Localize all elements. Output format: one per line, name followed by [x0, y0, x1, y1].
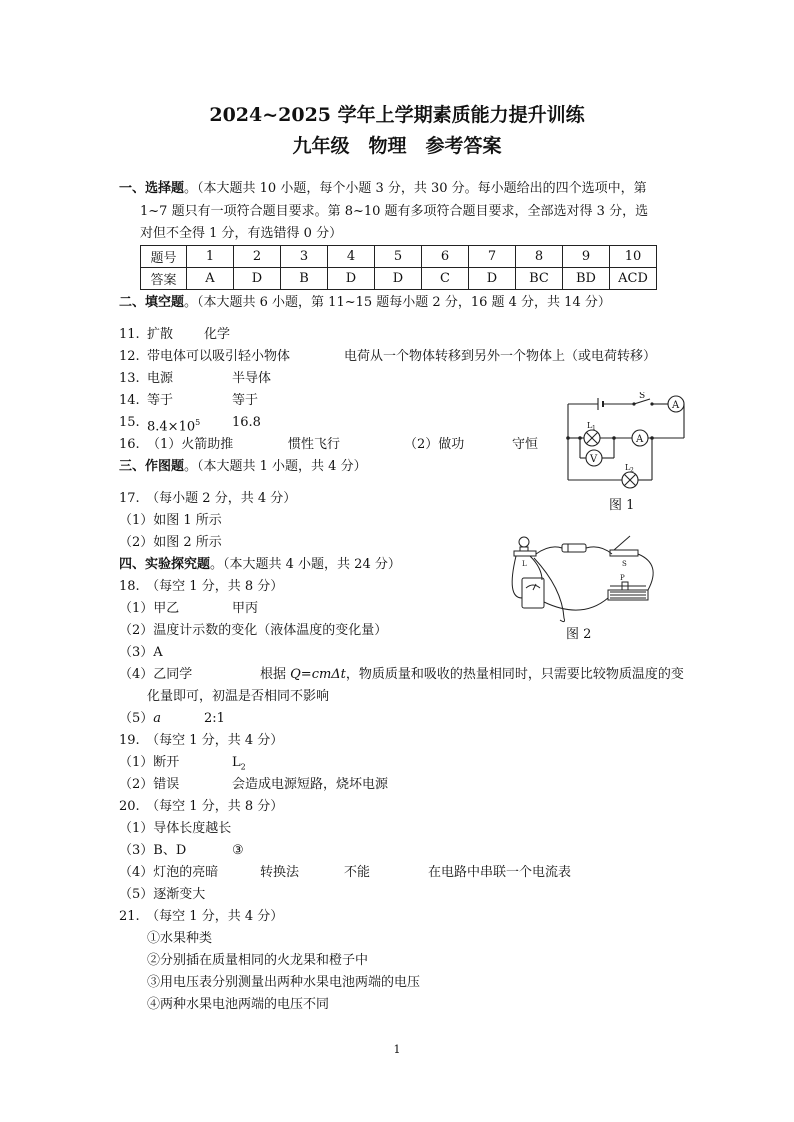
- q15-num: 15.: [119, 415, 140, 430]
- q16-answer-a: （1）火箭助推: [147, 437, 234, 452]
- page-number: 1: [393, 1043, 401, 1056]
- q19-2-b: 会造成电源短路，烧坏电源: [232, 777, 389, 792]
- q20-4-b: 转换法: [260, 865, 300, 880]
- q19-1-b-sub: 2: [240, 762, 246, 772]
- q19-header: 19. （每空 1 分，共 4 分）: [119, 733, 284, 748]
- q18-5-prefix: （5）: [119, 711, 154, 726]
- table-cell: D: [328, 268, 375, 290]
- table-row-numbers: [141, 246, 657, 268]
- section-2-heading: 二、填空题: [119, 295, 185, 310]
- q18-3: （3）A: [119, 645, 163, 660]
- table-cell: 7: [469, 246, 516, 268]
- q16-num: 16.: [119, 437, 140, 452]
- q16-answer-b: 惯性飞行: [288, 437, 341, 452]
- q18-4-a: （4）乙同学: [119, 667, 193, 682]
- q14-num: 14.: [119, 393, 140, 408]
- q18-4-b-post: ，物质质量和吸收的热量相同时，只需要比较物质温度的变: [345, 667, 684, 682]
- q20-5: （5）逐渐变大: [119, 887, 206, 902]
- table-cell: 8: [516, 246, 563, 268]
- q14-answer-b: 等于: [232, 393, 259, 408]
- answer-table: [140, 245, 657, 290]
- q17-part2: （2）如图 2 所示: [119, 535, 222, 550]
- q20-header: 20. （每空 1 分，共 8 分）: [119, 799, 284, 814]
- q19-2-a: （2）错误: [119, 777, 180, 792]
- q18-4-b-pre: 根据: [260, 667, 291, 682]
- q11-answer-b: 化学: [204, 327, 231, 342]
- table-cell: 9: [563, 246, 610, 268]
- table-cell: 2: [234, 246, 281, 268]
- figure-2-caption: 图 2: [566, 627, 592, 642]
- q20-4-d: 在电路中串联一个电流表: [428, 865, 572, 880]
- q17-header: 17. （每小题 2 分，共 4 分）: [119, 491, 297, 506]
- q18-1-b: 甲丙: [232, 601, 259, 616]
- figure-1-caption: 图 1: [609, 498, 635, 513]
- fig2-label-s: S: [622, 560, 627, 568]
- section-4-heading: 四、实验探究题: [119, 557, 211, 572]
- fig1-label-l2: L: [625, 463, 631, 472]
- table-cell: 6: [422, 246, 469, 268]
- document-subtitle: 九年级 物理 参考答案: [292, 135, 502, 157]
- table-cell: C: [422, 268, 469, 290]
- fig2-label-p: P: [620, 574, 625, 582]
- section-1: [119, 181, 647, 197]
- table-cell: 3: [281, 246, 328, 268]
- q20-4-a: （4）灯泡的亮暗: [119, 865, 219, 880]
- table-cell: D: [469, 268, 516, 290]
- table-cell: 1: [187, 246, 234, 268]
- fig1-label-a-mid: A: [636, 434, 644, 445]
- table-cell: BD: [563, 268, 610, 290]
- q19-1-b-base: L: [232, 755, 241, 770]
- q15-answer-a: [147, 415, 200, 435]
- fig1-label-l1: L: [587, 421, 593, 430]
- table-cell: A: [187, 268, 234, 290]
- q18-2: （2）温度计示数的变化（液体温度的变化量）: [119, 623, 388, 638]
- table-cell: 4: [328, 246, 375, 268]
- q12-answer-a: 带电体可以吸引轻小物体: [147, 349, 291, 364]
- q18-5-b: 2:1: [204, 711, 225, 726]
- q18-4-c: 化量即可，初温是否相同不影响: [147, 689, 330, 704]
- section-2: [119, 295, 611, 311]
- q20-3-a: （3）B、D: [119, 843, 187, 858]
- table-cell: D: [375, 268, 422, 290]
- fig1-label-a-top: A: [672, 400, 680, 411]
- section-4-desc: 。（本大题共 4 小题，共 24 分）: [210, 557, 401, 572]
- q15-answer-a-base: 8.4×10: [147, 419, 196, 435]
- section-3-desc: 。（本大题共 1 小题，共 4 分）: [184, 459, 367, 474]
- q14-answer-a: 等于: [147, 393, 174, 408]
- q20-3-b: ③: [232, 843, 244, 858]
- q18-1-a: （1）甲乙: [119, 601, 180, 616]
- section-1-line3: 对但不全得 1 分，有选错得 0 分）: [140, 226, 343, 241]
- battery-box-icon: [562, 544, 586, 552]
- q21-item-4: ④两种水果电池两端的电压不同: [147, 997, 330, 1012]
- q21-item-2: ②分别插在质量相同的火龙果和橙子中: [147, 953, 369, 968]
- q16-answer-c: （2）做功: [404, 437, 465, 452]
- table-cell: D: [234, 268, 281, 290]
- q20-1: （1）导体长度越长: [119, 821, 232, 836]
- switch-base: [610, 550, 638, 556]
- q16-answer-d: 守恒: [512, 437, 539, 452]
- section-4: [119, 557, 401, 573]
- q12-answer-b: 电荷从一个物体转移到另外一个物体上（或电荷转移）: [344, 349, 657, 364]
- table-cell: 5: [375, 246, 422, 268]
- document-title: 2024~2025 学年上学期素质能力提升训练: [209, 104, 585, 126]
- fig1-label-l1-sub: 1: [592, 425, 596, 432]
- section-1-desc: 。（本大题共 10 小题，每个小题 3 分，共 30 分。每小题给出的四个选项中，第: [184, 181, 647, 196]
- bulb-icon: [519, 537, 529, 547]
- q12-num: 12.: [119, 349, 140, 364]
- q18-header: 18. （每空 1 分，共 8 分）: [119, 579, 284, 594]
- q17-part1: （1）如图 1 所示: [119, 513, 222, 528]
- q13-answer-b: 半导体: [232, 371, 272, 386]
- q11-num: 11.: [119, 327, 140, 342]
- q11-answer-a: 扩散: [147, 327, 174, 342]
- figure-1-circuit: [556, 392, 686, 492]
- q19-1-b: [232, 755, 246, 776]
- section-3: [119, 459, 367, 475]
- q15-exponent: 5: [195, 418, 201, 427]
- fig1-label-s: S: [639, 392, 646, 401]
- table-cell-label: 题号: [141, 246, 187, 268]
- table-cell: B: [281, 268, 328, 290]
- q21-item-3: ③用电压表分别测量出两种水果电池两端的电压: [147, 975, 421, 990]
- q18-4-b: [260, 667, 684, 683]
- table-row-answers: [141, 268, 657, 290]
- section-1-heading: 一、选择题: [119, 181, 185, 196]
- table-cell: ACD: [610, 268, 657, 290]
- q18-5-italic: a: [153, 711, 162, 726]
- table-cell: 10: [610, 246, 657, 268]
- table-cell: BC: [516, 268, 563, 290]
- figure-2-circuit: [502, 528, 674, 624]
- fig2-label-l: L: [522, 560, 527, 568]
- meter-icon: [522, 578, 544, 608]
- q15-answer-b: 16.8: [232, 415, 261, 430]
- q21-item-1: ①水果种类: [147, 931, 213, 946]
- q19-1-a: （1）断开: [119, 755, 180, 770]
- q21-header: 21. （每空 1 分，共 4 分）: [119, 909, 284, 924]
- table-cell-label: 答案: [141, 268, 187, 290]
- q13-answer-a: 电源: [147, 371, 174, 386]
- section-3-heading: 三、作图题: [119, 459, 185, 474]
- switch-lever: [614, 536, 630, 550]
- q18-5-a: [119, 711, 161, 727]
- q18-formula: Q=cmΔt: [290, 667, 346, 682]
- fig1-label-v: V: [590, 454, 598, 465]
- lamp-base: [514, 551, 536, 556]
- section-1-line2: 1~7 题只有一项符合题目要求。第 8~10 题有多项符合题目要求，全部选对得 3 分，选: [140, 204, 649, 219]
- q20-4-c: 不能: [344, 865, 371, 880]
- fig1-label-l2-sub: 2: [630, 467, 634, 474]
- section-2-desc: 。（本大题共 6 小题，第 11~15 题每小题 2 分，16 题 4 分，共 14 分）: [184, 295, 611, 310]
- q13-num: 13.: [119, 371, 140, 386]
